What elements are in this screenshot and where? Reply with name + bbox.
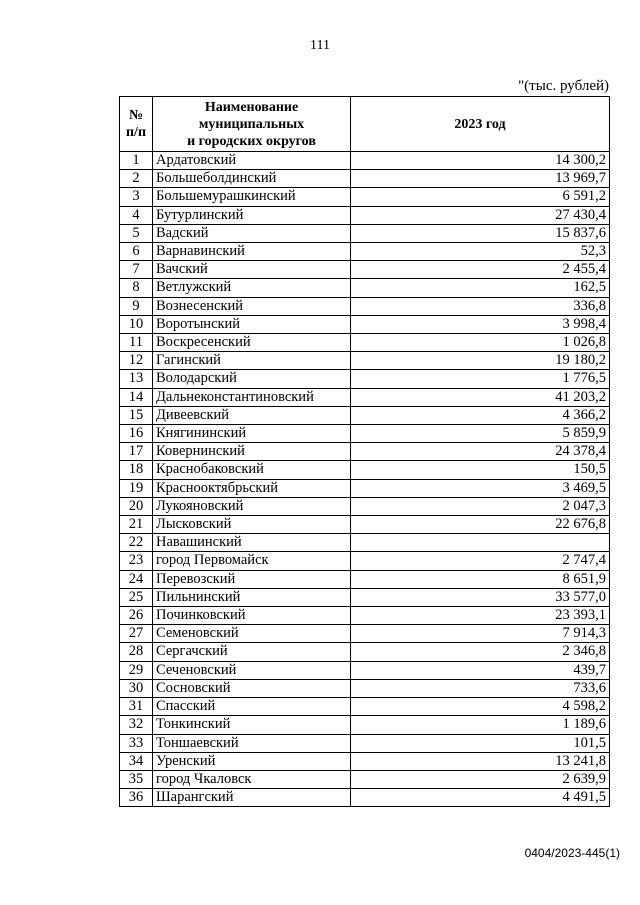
- row-number: 12: [120, 352, 153, 370]
- table-row: [120, 607, 610, 625]
- row-name: Княгининский: [153, 425, 351, 443]
- table-row: [120, 789, 610, 807]
- table-row: [120, 352, 610, 370]
- row-number: 31: [120, 698, 153, 716]
- row-value: 52,3: [351, 243, 610, 261]
- row-value: 13 241,8: [351, 752, 610, 770]
- table-row: [120, 261, 610, 279]
- table-row: [120, 279, 610, 297]
- row-value: 2 747,4: [351, 552, 610, 570]
- table-body: [120, 152, 610, 807]
- row-number: 9: [120, 297, 153, 315]
- row-name: Ветлужский: [153, 279, 351, 297]
- row-value: 23 393,1: [351, 607, 610, 625]
- row-name: Тонкинский: [153, 716, 351, 734]
- row-name: Краснобаковский: [153, 461, 351, 479]
- row-value: 150,5: [351, 461, 610, 479]
- row-value: 27 430,4: [351, 206, 610, 224]
- row-number: 24: [120, 570, 153, 588]
- row-value: 2 047,3: [351, 497, 610, 515]
- table-row: [120, 552, 610, 570]
- row-name: Володарский: [153, 370, 351, 388]
- header-number: [120, 97, 153, 152]
- table-row: [120, 243, 610, 261]
- row-number: 36: [120, 789, 153, 807]
- row-value: 4 491,5: [351, 789, 610, 807]
- table-row: [120, 315, 610, 333]
- row-value: 6 591,2: [351, 188, 610, 206]
- header-name: [153, 97, 351, 152]
- table-row: [120, 406, 610, 424]
- row-name: город Первомайск: [153, 552, 351, 570]
- row-name: Уренский: [153, 752, 351, 770]
- table-row: [120, 425, 610, 443]
- row-number: 1: [120, 152, 153, 170]
- row-name: Большеболдинский: [153, 170, 351, 188]
- row-number: 34: [120, 752, 153, 770]
- row-number: 32: [120, 716, 153, 734]
- row-name: Сеченовский: [153, 661, 351, 679]
- row-value: 7 914,3: [351, 625, 610, 643]
- page-number: 111: [310, 38, 330, 53]
- row-value: 24 378,4: [351, 443, 610, 461]
- row-number: 19: [120, 479, 153, 497]
- row-number: 8: [120, 279, 153, 297]
- row-name: Спасский: [153, 698, 351, 716]
- table-row: [120, 497, 610, 515]
- row-value: 1 026,8: [351, 334, 610, 352]
- row-value: 733,6: [351, 679, 610, 697]
- table-row: [120, 643, 610, 661]
- row-name: Ковернинский: [153, 443, 351, 461]
- units-note: "(тыс. рублей): [518, 78, 609, 94]
- row-value: 1 189,6: [351, 716, 610, 734]
- table-row: [120, 734, 610, 752]
- row-number: 17: [120, 443, 153, 461]
- row-number: 14: [120, 388, 153, 406]
- table-row: [120, 716, 610, 734]
- table-row: [120, 752, 610, 770]
- row-number: 3: [120, 188, 153, 206]
- table-row: [120, 698, 610, 716]
- row-value: 19 180,2: [351, 352, 610, 370]
- row-name: Краснооктябрьский: [153, 479, 351, 497]
- row-name: Лысковский: [153, 516, 351, 534]
- row-value: 4 598,2: [351, 698, 610, 716]
- row-number: 29: [120, 661, 153, 679]
- table-row: [120, 479, 610, 497]
- row-number: 30: [120, 679, 153, 697]
- header-year: 2023 год: [351, 97, 610, 152]
- row-value: 22 676,8: [351, 516, 610, 534]
- table-row: [120, 516, 610, 534]
- row-number: 35: [120, 770, 153, 788]
- row-name: Вознесенский: [153, 297, 351, 315]
- row-number: 33: [120, 734, 153, 752]
- row-name: Тоншаевский: [153, 734, 351, 752]
- row-name: Пильнинский: [153, 588, 351, 606]
- row-name: город Чкаловск: [153, 770, 351, 788]
- row-number: 7: [120, 261, 153, 279]
- row-value: 15 837,6: [351, 224, 610, 242]
- row-value: 33 577,0: [351, 588, 610, 606]
- row-number: 16: [120, 425, 153, 443]
- table-row: [120, 679, 610, 697]
- budget-table: [119, 96, 610, 807]
- table-row: [120, 170, 610, 188]
- row-name: Сергачский: [153, 643, 351, 661]
- row-name: Дальнеконстантиновский: [153, 388, 351, 406]
- row-number: 5: [120, 224, 153, 242]
- row-name: Воскресенский: [153, 334, 351, 352]
- table-row: [120, 461, 610, 479]
- row-name: Вадский: [153, 224, 351, 242]
- table-row: [120, 297, 610, 315]
- row-value: 3 469,5: [351, 479, 610, 497]
- row-name: Шарангский: [153, 789, 351, 807]
- row-value: 336,8: [351, 297, 610, 315]
- row-value: 8 651,9: [351, 570, 610, 588]
- row-number: 11: [120, 334, 153, 352]
- row-name: Дивеевский: [153, 406, 351, 424]
- row-value: 439,7: [351, 661, 610, 679]
- table-row: [120, 534, 610, 552]
- row-value: [351, 534, 610, 552]
- row-number: 6: [120, 243, 153, 261]
- row-name: Большемурашкинский: [153, 188, 351, 206]
- row-value: 2 455,4: [351, 261, 610, 279]
- row-number: 13: [120, 370, 153, 388]
- table-row: [120, 443, 610, 461]
- row-number: 2: [120, 170, 153, 188]
- row-value: 162,5: [351, 279, 610, 297]
- header-name-text: Наименование муниципальных и городских округов: [187, 99, 316, 149]
- row-number: 20: [120, 497, 153, 515]
- table-row: [120, 224, 610, 242]
- table-row: [120, 770, 610, 788]
- row-number: 18: [120, 461, 153, 479]
- row-number: 27: [120, 625, 153, 643]
- row-number: 26: [120, 607, 153, 625]
- table-header-row: [120, 97, 610, 152]
- header-number-text: № п/п: [125, 108, 147, 140]
- row-name: Семеновский: [153, 625, 351, 643]
- document-code: 0404/2023-445(1): [524, 846, 620, 860]
- row-value: 3 998,4: [351, 315, 610, 333]
- table-row: [120, 388, 610, 406]
- row-value: 101,5: [351, 734, 610, 752]
- row-name: Гагинский: [153, 352, 351, 370]
- row-name: Лукояновский: [153, 497, 351, 515]
- row-number: 22: [120, 534, 153, 552]
- row-name: Ардатовский: [153, 152, 351, 170]
- row-value: 4 366,2: [351, 406, 610, 424]
- row-name: Сосновский: [153, 679, 351, 697]
- row-number: 23: [120, 552, 153, 570]
- row-value: 13 969,7: [351, 170, 610, 188]
- row-number: 15: [120, 406, 153, 424]
- row-number: 25: [120, 588, 153, 606]
- row-name: Починковский: [153, 607, 351, 625]
- row-value: 14 300,2: [351, 152, 610, 170]
- row-number: 21: [120, 516, 153, 534]
- row-number: 4: [120, 206, 153, 224]
- row-value: 2 346,8: [351, 643, 610, 661]
- row-name: Бутурлинский: [153, 206, 351, 224]
- table-row: [120, 188, 610, 206]
- row-value: 41 203,2: [351, 388, 610, 406]
- row-name: Вачский: [153, 261, 351, 279]
- row-number: 28: [120, 643, 153, 661]
- row-value: 5 859,9: [351, 425, 610, 443]
- table-row: [120, 334, 610, 352]
- table-row: [120, 570, 610, 588]
- table-row: [120, 588, 610, 606]
- row-value: 1 776,5: [351, 370, 610, 388]
- row-name: Навашинский: [153, 534, 351, 552]
- table-row: [120, 661, 610, 679]
- table-row: [120, 152, 610, 170]
- row-number: 10: [120, 315, 153, 333]
- row-value: 2 639,9: [351, 770, 610, 788]
- table-row: [120, 370, 610, 388]
- table-row: [120, 206, 610, 224]
- row-name: Воротынский: [153, 315, 351, 333]
- table-row: [120, 625, 610, 643]
- row-name: Варнавинский: [153, 243, 351, 261]
- row-name: Перевозский: [153, 570, 351, 588]
